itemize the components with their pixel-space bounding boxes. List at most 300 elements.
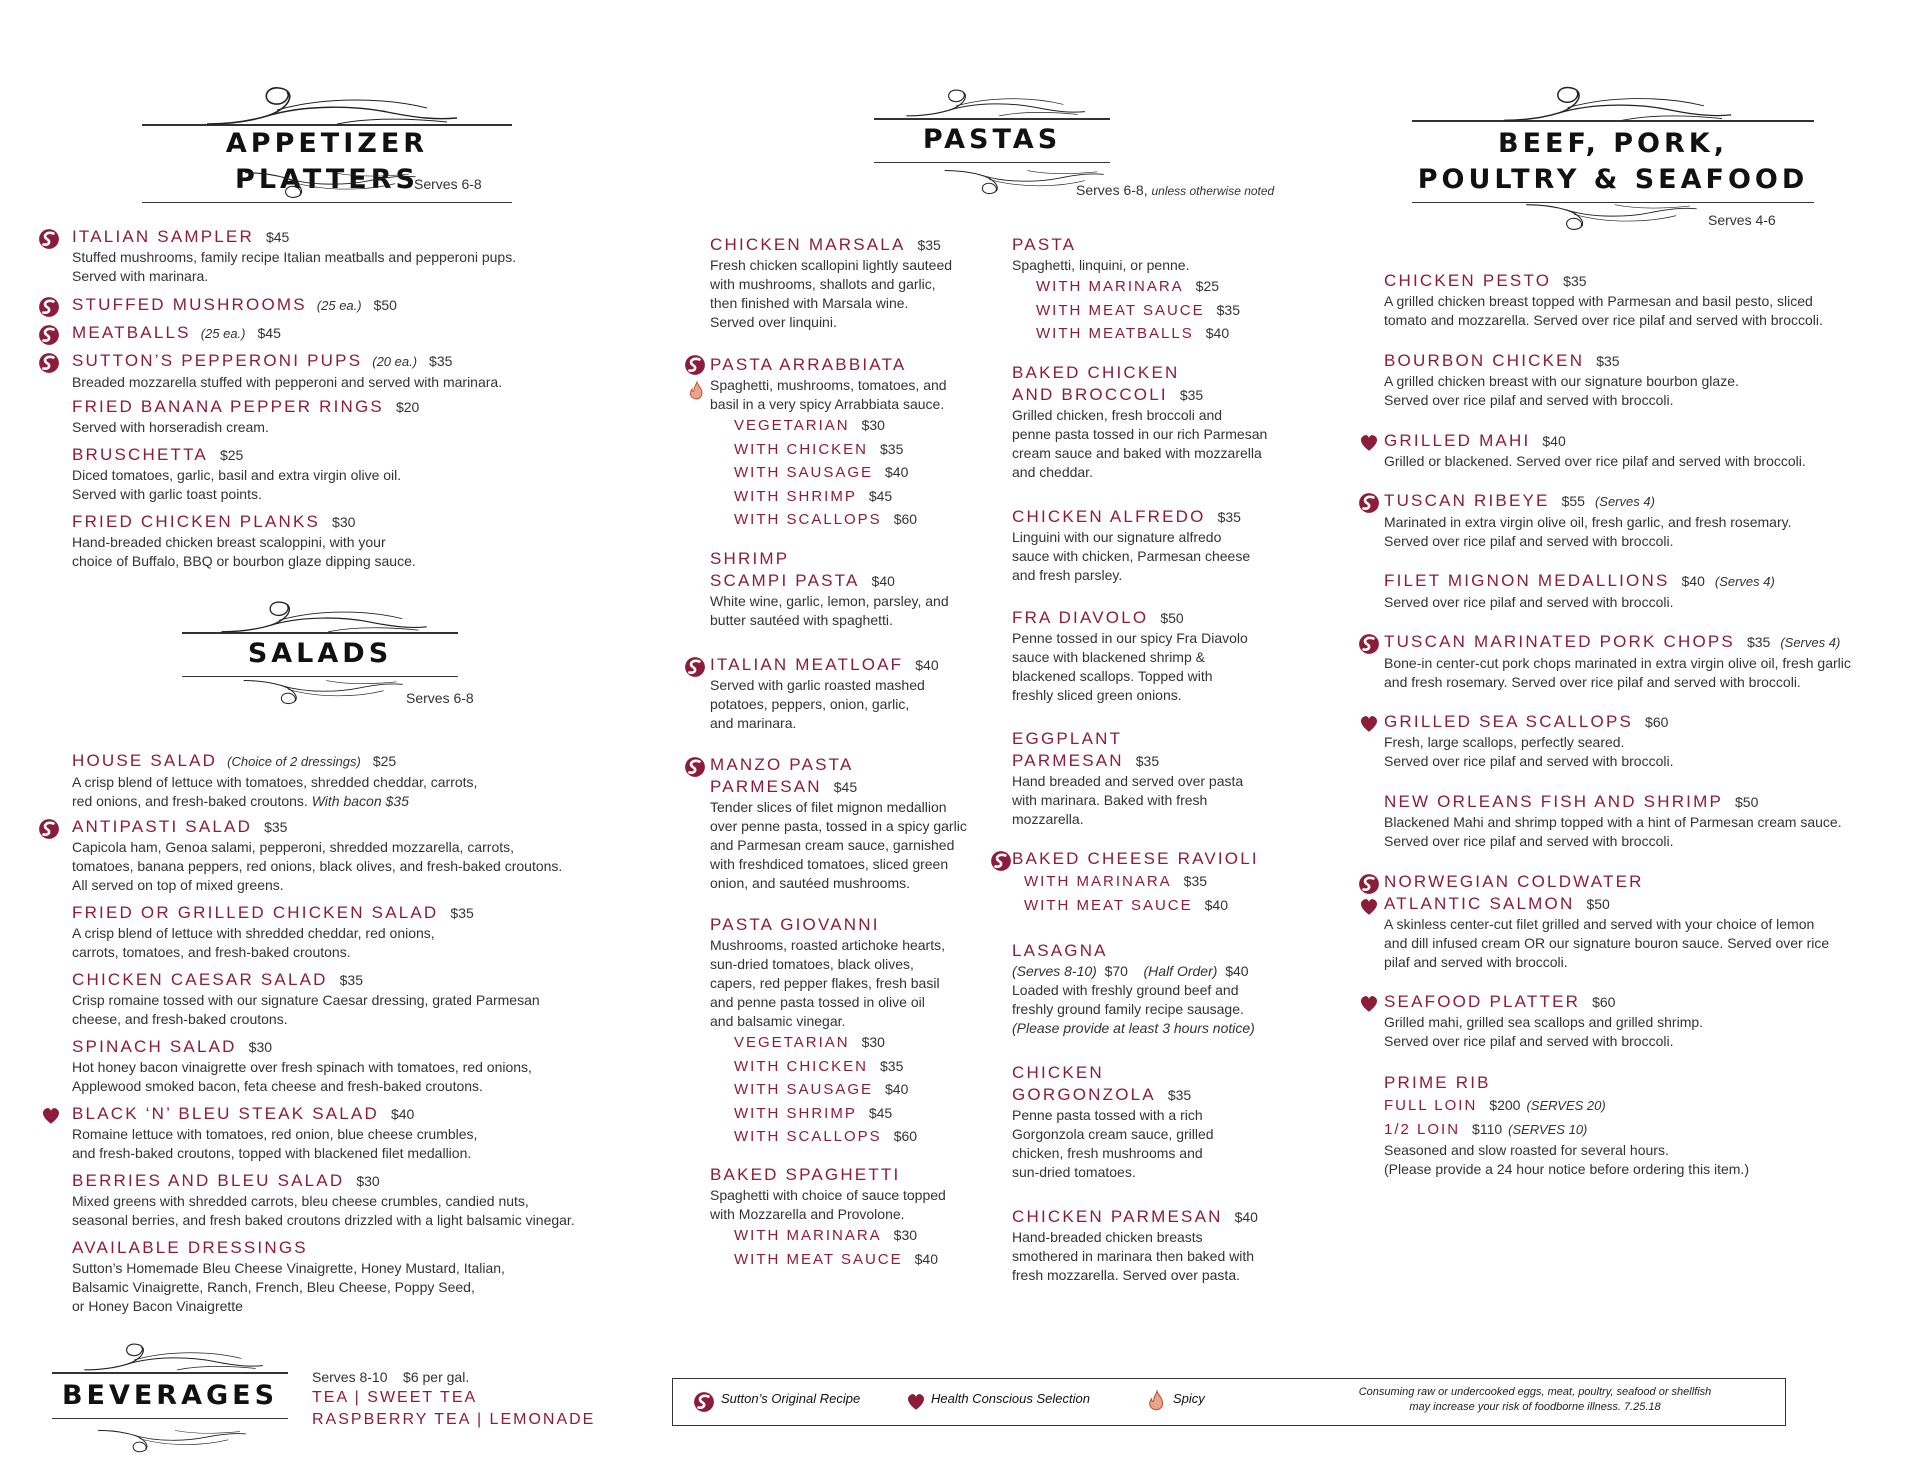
menu-item [72,226,516,286]
legend-box [672,1378,1786,1426]
sub-name: WITH MEATBALLS [1036,325,1194,342]
menu-item [1384,871,1829,972]
item-price: $35 [450,905,474,921]
sub-name: 1/2 LOIN [1384,1120,1461,1138]
menu-item [1012,234,1240,346]
legend-spicy: Spicy [1173,1391,1205,1406]
menu-item [1384,1072,1749,1179]
serves-note: Serves 6-8 [406,690,474,706]
item-name: MEATBALLS [72,323,191,342]
sub-name: WITH MARINARA [1036,278,1184,295]
menu-item [1384,570,1775,612]
sub-option [734,508,947,532]
item-desc [72,773,477,811]
sub-option [1384,1094,1749,1118]
item-name: GRILLED SEA SCALLOPS [1384,712,1634,731]
item-line [1012,962,1255,981]
item-desc: A crisp blend of lettuce with shredded cheddar, red onions, carrots, tomatoes, and fresh-baked croutons. [72,925,435,960]
sub-price: $35 [1183,873,1208,889]
heart-icon [1358,713,1380,735]
item-desc: Served over rice pilaf and served with broccoli. [1384,594,1674,610]
beef-header [1412,84,1814,234]
menu-item [72,511,416,571]
sub-name: WITH MEAT SAUCE [1024,896,1193,914]
menu-item [1012,607,1248,705]
header-rule [874,118,1110,120]
item-desc: Fresh, large scallops, perfectly seared. Served over rice pilaf and served with broccoli. [1384,734,1674,769]
sub-note: (SERVES 20) [1526,1098,1606,1113]
menu-item [72,396,419,437]
item-price: $35 [264,819,288,835]
heart-icon [1358,896,1380,918]
section-title-beef-2: POULTRY & SEAFOOD [1417,163,1809,195]
sub-price: $200 [1489,1097,1521,1113]
menu-item [1384,711,1673,771]
sub-price: $35 [880,440,904,457]
item-name: GRILLED MAHI [1384,431,1531,450]
item-note: (25 ea.) [200,326,246,341]
item-name: ANTIPASTI SALAD [72,817,253,836]
menu-item [1012,1206,1258,1285]
sub-price: $45 [868,1104,893,1121]
sub-name: WITH CHICKEN [734,440,868,458]
item-desc: Mushrooms, roasted artichoke hearts, sun-dried tomatoes, black olives, capers, red pepper flakes, fresh basil and penne pasta tossed in olive oil and balsamic vinegar. [710,937,945,1029]
sub-option [1036,299,1240,323]
flame-icon [686,380,706,402]
item-name: CHICKEN PARMESAN [1012,1207,1223,1226]
item-name: PRIME RIB [1384,1073,1491,1092]
menu-item [72,322,281,345]
item-name-2: AND BROCCOLI [1012,385,1168,404]
sub-option [734,1224,946,1248]
item-name: SHRIMP [710,549,790,568]
menu-item [1012,728,1243,829]
sub-name: FULL LOIN [1384,1097,1478,1114]
item-desc: Served with horseradish cream. [72,419,269,435]
menu-item [710,548,949,630]
item-price: $35 [1596,353,1620,369]
item-note: (25 ea.) [316,298,362,313]
line-price: $70 [1104,963,1128,979]
item-name: CHICKEN MARSALA [710,235,906,254]
item-price: $40 [1681,573,1705,589]
menu-item [1384,430,1806,471]
item-desc: A grilled chicken breast with our signature bourbon glaze. Served over rice pilaf and served with broccoli. [1384,373,1739,408]
menu-item [710,754,967,893]
heart-icon [1358,432,1380,454]
menu-item [72,350,502,392]
sub-options [710,414,947,532]
item-name: NEW ORLEANS FISH AND SHRIMP [1384,792,1723,811]
menu-item [1012,940,1255,1038]
sutton-s-logo-icon [684,756,706,778]
sub-option [734,1102,945,1126]
menu-item [1384,490,1791,551]
item-name: PASTA [1012,235,1077,254]
serves-note [1076,182,1274,198]
beverage-serves [312,1368,595,1387]
sub-name: WITH SHRIMP [734,1104,857,1122]
item-desc: Grilled or blackened. Served over rice pilaf and served with broccoli. [1384,453,1806,469]
item-name: BRUSCHETTA [72,445,208,464]
item-desc: White wine, garlic, lemon, parsley, and butter sautéed with spaghetti. [710,593,949,628]
menu-item [72,294,397,317]
line-note: (Half Order) [1143,963,1218,979]
sub-price: $30 [893,1227,918,1243]
header-rule [52,1418,288,1420]
item-desc: Diced tomatoes, garlic, basil and extra virgin olive oil. Served with garlic toast points. [72,467,402,502]
item-name: CHICKEN [1012,1063,1104,1082]
flourish-bottom-icon [210,678,430,706]
pastas-header [874,84,1275,198]
sub-name: WITH SHRIMP [734,487,857,505]
sub-option [1036,322,1240,346]
beverage-info [312,1368,595,1431]
sutton-s-logo-icon [1358,873,1380,895]
sub-name: WITH MARINARA [734,1227,882,1244]
item-desc: Breaded mozzarella stuffed with pepperoni and served with marinara. [72,374,503,390]
sub-option [734,1078,945,1102]
sutton-s-logo-icon [38,296,60,318]
header-rule [1412,120,1814,122]
flourish-bottom-icon [74,1428,264,1454]
item-name: HOUSE SALAD [72,751,218,770]
sutton-s-logo-icon [990,850,1012,872]
item-name-2: PARMESAN [710,777,822,796]
menu-item [72,816,562,895]
sub-option [734,414,947,438]
sub-option [734,1248,946,1272]
sub-price: $110 [1472,1120,1503,1137]
item-name: LASAGNA [1012,941,1108,960]
sub-option [734,461,947,485]
item-desc: Marinated in extra virgin olive oil, fresh garlic, and fresh rosemary. Served over rice pilaf and served with broccoli. [1384,514,1792,549]
sub-option [734,1125,945,1149]
item-price: $35 [1217,509,1241,525]
sub-name: WITH CHICKEN [734,1057,868,1075]
sub-option [734,1031,945,1055]
item-name-2: ATLANTIC SALMON [1384,894,1575,913]
serves-text: Serves 8-10 [312,1369,388,1385]
item-desc: Hand-breaded chicken breast scaloppini, with your choice of Buffalo, BBQ or bourbon glaze dipping sauce. [72,534,416,569]
legend-original: Sutton’s Original Recipe [721,1391,861,1406]
sub-name: WITH SCALLOPS [734,511,882,528]
section-title-beef: BEEF, PORK, [1498,127,1728,159]
sub-price: $30 [861,417,885,433]
item-desc: Tender slices of filet mignon medallion over penne pasta, tossed in a spicy garlic and Parmesan cream sauce, garnished with freshdiced tomatoes, sliced green onion, and sautéed mushrooms. [710,799,967,891]
item-desc: Fresh chicken scallopini lightly sauteed with mushrooms, shallots and garlic, then finished with Marsala wine. Served over linquini. [710,257,953,330]
item-desc: Penne tossed in our spicy Fra Diavolo sauce with blackened shrimp & blackened scallops. Topped with freshly sliced green onions. [1012,630,1248,703]
sub-name: WITH SAUSAGE [734,1081,874,1098]
sub-price: $25 [1195,278,1220,294]
item-price: $35 [917,237,941,253]
menu-item [1384,350,1739,410]
menu-item [1012,506,1250,585]
sub-price: $60 [893,1128,918,1144]
flourish-top-icon [70,1340,270,1374]
serves-em: unless otherwise noted [1151,184,1275,198]
beverage-line: RASPBERRY TEA | LEMONADE [312,1411,596,1428]
item-desc: Hand breaded and served over pasta with marinara. Baked with fresh mozzarella. [1012,773,1244,827]
flame-icon [1145,1389,1167,1413]
item-price: $40 [915,657,939,673]
item-desc: Spaghetti, mushrooms, tomatoes, and basil in a very spicy Arrabbiata sauce. [710,377,947,412]
item-price: $35 [339,972,363,988]
item-price: $50 [1160,610,1184,626]
serves-text: Serves 6-8, [1076,182,1152,198]
sub-price: $30 [861,1034,885,1050]
menu-item [710,914,945,1149]
item-price: $40 [1542,433,1566,449]
item-desc: A skinless center-cut filet grilled and served with your choice of lemon and dill infused cream OR our signature bouron sauce. Served over rice pilaf and served with broccoli. [1384,916,1830,970]
sub-option [734,438,947,462]
flourish-top-icon [205,598,435,636]
menu-item [710,654,939,733]
section-title-appetizers: APPETIZER PLATTERS [225,127,429,195]
sutton-s-logo-icon [38,818,60,840]
sutton-s-logo-icon [1358,492,1380,514]
menu-item [710,234,952,332]
item-desc: Served with garlic roasted mashed potatoes, peppers, onion, garlic, and marinara. [710,677,925,731]
sub-options [1012,870,1259,917]
sutton-s-logo-icon [693,1391,715,1413]
sutton-s-logo-icon [684,656,706,678]
menu-item [710,354,947,532]
flourish-bottom-icon [1478,202,1738,232]
item-name: MANZO PASTA [710,755,854,774]
line-price: $40 [1225,963,1249,979]
item-desc: Spaghetti, linquini, or penne. [1012,257,1190,273]
menu-item [1012,1062,1214,1182]
legend-health: Health Conscious Selection [931,1391,1090,1406]
sub-price: $40 [885,464,909,480]
menu-item [72,1103,477,1163]
menu-item [72,444,401,504]
item-name: BLACK ‘N’ BLEU STEAK SALAD [72,1104,379,1123]
sub-options [710,1031,945,1149]
item-note: (Choice of 2 dressings) [227,754,361,769]
sub-price: $45 [868,487,893,504]
item-desc: Hot honey bacon vinaigrette over fresh spinach with tomatoes, red onions, Applewood smoked bacon, feta cheese and fresh-baked croutons. [72,1059,532,1094]
sub-price: $40 [1204,896,1228,913]
sub-note: (SERVES 10) [1508,1121,1588,1137]
item-name: PASTA ARRABBIATA [710,355,907,374]
item-price: $45 [265,229,290,245]
sutton-s-logo-icon [38,228,60,250]
header-rule [182,676,458,678]
item-desc: Stuffed mushrooms, family recipe Italian meatballs and pepperoni pups. Served with marinara. [72,249,517,284]
item-price: $60 [1592,994,1616,1010]
item-name: BAKED CHICKEN [1012,363,1180,382]
item-name: EGGPLANT [1012,729,1123,748]
item-name: PASTA GIOVANNI [710,915,880,934]
item-price: $20 [395,399,420,415]
beverage-price: $6 per gal. [403,1369,470,1385]
item-note: (Serves 4) [1780,635,1841,650]
item-desc: Seasoned and slow roasted for several hours. (Please provide a 24 hour notice before ordering this item.) [1384,1142,1749,1177]
beverages-header [52,1340,288,1460]
desc-text: A crisp blend of lettuce with tomatoes, shredded cheddar, carrots, red onions, and fresh-baked croutons. [72,774,478,809]
item-price: $30 [356,1173,380,1189]
flourish-top-icon [187,84,467,128]
item-desc: Spaghetti with choice of sauce topped with Mozzarella and Provolone. [710,1187,946,1222]
sub-options [710,1224,946,1271]
item-price: $50 [1735,794,1759,810]
item-name: TUSCAN RIBEYE [1384,491,1550,510]
sutton-s-logo-icon [684,354,706,376]
sub-name: WITH SCALLOPS [734,1128,882,1145]
item-desc: Blackened Mahi and shrimp topped with a hint of Parmesan cream sauce. Served over rice pilaf and served with broccoli. [1384,814,1842,849]
sub-price: $60 [893,511,918,527]
item-price: $25 [219,447,244,463]
item-name: FILET MIGNON MEDALLIONS [1384,571,1670,590]
item-desc: Capicola ham, Genoa salami, pepperoni, shredded mozzarella, carrots, tomatoes, banana peppers, red onions, black olives, and fresh-baked croutons. All served on top of mixed greens. [72,839,563,893]
sub-name: WITH MEAT SAUCE [734,1250,903,1268]
sub-price: $35 [880,1057,904,1074]
item-desc: Grilled chicken, fresh broccoli and penne pasta tossed in our rich Parmesan cream sauce and baked with mozzarella and cheddar. [1012,407,1268,480]
desc-em: (Please provide at least 3 hours notice) [1012,1020,1255,1036]
item-desc: Loaded with freshly ground beef and freshly ground family recipe sausage. [1012,982,1244,1017]
item-price: $35 [429,353,453,369]
item-name: BERRIES AND BLEU SALAD [72,1171,345,1190]
item-price: $40 [1234,1209,1258,1225]
item-price: $30 [248,1039,273,1055]
sutton-s-logo-icon [38,352,60,374]
item-desc: Hand-breaded chicken breasts smothered in marinara then baked with fresh mozzarella. Served over pasta. [1012,1229,1255,1283]
item-name-2: SCAMPI PASTA [710,571,860,590]
item-price: $35 [1179,387,1204,403]
menu-item [1384,791,1842,851]
sub-option [734,485,947,509]
appetizer-header [142,84,512,204]
sub-price: $40 [1205,325,1230,341]
item-desc: Linguini with our signature alfredo sauce with chicken, Parmesan cheese and fresh parsley. [1012,529,1251,583]
item-price: $35 [1746,634,1771,650]
item-name: CHICKEN CAESAR SALAD [72,970,328,989]
item-name: NORWEGIAN COLDWATER [1384,872,1644,891]
sub-option [1024,894,1259,918]
item-name: BAKED SPAGHETTI [710,1165,901,1184]
item-desc: Mixed greens with shredded carrots, bleu cheese crumbles, candied nuts, seasonal berries, and fresh baked croutons drizzled with a light balsamic vinegar. [72,1193,575,1228]
item-name: BAKED CHEESE RAVIOLI [1012,849,1259,868]
item-price: $45 [257,325,281,341]
sub-option [1024,870,1259,894]
sutton-s-logo-icon [1358,633,1380,655]
sub-price: $40 [914,1250,938,1267]
item-price: $35 [1167,1087,1192,1103]
item-name: AVAILABLE DRESSINGS [72,1238,308,1257]
salads-header [182,598,474,708]
desc-em: With bacon $35 [311,793,409,809]
heart-icon [40,1105,62,1127]
flourish-top-icon [1478,84,1748,124]
item-price: $50 [373,297,397,313]
item-desc: Sutton’s Homemade Bleu Cheese Vinaigrette, Honey Mustard, Italian, Balsamic Vinaigrette, Ranch, French, Bleu Cheese, Poppy Seed, or Honey Bacon Vinaigrette [72,1260,505,1314]
item-name: SEAFOOD PLATTER [1384,992,1581,1011]
menu-item [72,750,477,811]
heart-icon [1358,993,1380,1015]
item-price: $55 [1561,493,1585,509]
item-price: $60 [1645,714,1669,730]
item-desc: Bone-in center-cut pork chops marinated in extra virgin olive oil, fresh garlic and fresh rosemary. Served over rice pilaf and served with broccoli. [1384,655,1851,690]
food-safety-warning: Consuming raw or undercooked eggs, meat, poultry, seafood or shellfish may increase your risk of foodborne illness. 7.25.18 [1358,1386,1712,1413]
item-name: FRIED CHICKEN PLANKS [72,512,321,531]
item-note: (Serves 4) [1594,494,1655,509]
item-name: SUTTON’S PEPPERONI PUPS [72,351,363,370]
item-note: (Serves 4) [1714,574,1775,589]
menu-item [72,969,540,1029]
item-name: FRIED BANANA PEPPER RINGS [72,397,384,416]
section-title-pastas: PASTAS [922,123,1062,155]
sub-options [1012,275,1240,346]
serves-note: Serves 4-6 [1708,212,1776,228]
item-name: FRA DIAVOLO [1012,608,1149,627]
menu-item [1012,362,1267,482]
item-name: FRIED OR GRILLED CHICKEN SALAD [72,903,439,922]
menu-item [1012,848,1259,917]
menu-item [72,1237,505,1316]
item-price: $25 [372,753,397,769]
section-title-beverages: BEVERAGES [61,1379,279,1411]
item-name: TUSCAN MARINATED PORK CHOPS [1384,632,1735,651]
item-desc: Grilled mahi, grilled sea scallops and grilled shrimp. Served over rice pilaf and served with broccoli. [1384,1014,1704,1049]
item-price: $35 [1563,273,1587,289]
item-price: $30 [332,514,356,530]
item-desc: Romaine lettuce with tomatoes, red onion, blue cheese crumbles, and fresh-baked croutons, topped with blackened filet medallion. [72,1126,478,1161]
sub-option [1036,275,1240,299]
item-name: SPINACH SALAD [72,1037,237,1056]
item-price: $40 [390,1106,415,1122]
sub-price: $35 [1216,301,1240,318]
item-name: STUFFED MUSHROOMS [72,295,307,314]
sub-name: WITH MEAT SAUCE [1036,301,1205,319]
sub-option [734,1055,945,1079]
item-name: ITALIAN MEATLOAF [710,655,904,674]
heart-icon [905,1391,927,1413]
menu-item [1384,991,1703,1051]
section-title-salads: SALADS [247,637,393,669]
sub-name: WITH MARINARA [1024,873,1172,890]
sub-price: $40 [885,1081,909,1097]
beverage-line: TEA | SWEET TEA [312,1389,478,1406]
header-rule [142,202,512,204]
item-desc: Crisp romaine tossed with our signature Caesar dressing, grated Parmesan cheese, and fresh-baked croutons. [72,992,540,1027]
menu-item [72,902,474,962]
serves-note: Serves 6-8 [414,176,482,192]
menu-item [1384,631,1851,692]
sutton-s-logo-icon [38,324,60,346]
item-name: ITALIAN SAMPLER [72,227,254,246]
item-name: CHICKEN PESTO [1384,271,1552,290]
menu-item [1384,270,1823,330]
flourish-top-icon [892,84,1092,122]
item-name: CHICKEN ALFREDO [1012,507,1206,526]
line-note: (Serves 8-10) [1012,963,1097,979]
sub-name: WITH SAUSAGE [734,464,874,481]
menu-item [72,1170,575,1230]
item-desc: Penne pasta tossed with a rich Gorgonzola cream sauce, grilled chicken, fresh mushrooms and sun-dried tomatoes. [1012,1107,1214,1180]
menu-item [710,1164,946,1271]
item-price: $50 [1586,896,1610,912]
header-rule [874,162,1110,164]
item-price: $35 [1135,753,1160,769]
menu-item [72,1036,532,1096]
item-desc-em [1012,1019,1255,1038]
item-price: $40 [871,573,895,589]
item-price: $45 [833,779,858,795]
header-rule [52,1372,288,1374]
sub-name: VEGETARIAN [734,1034,850,1051]
